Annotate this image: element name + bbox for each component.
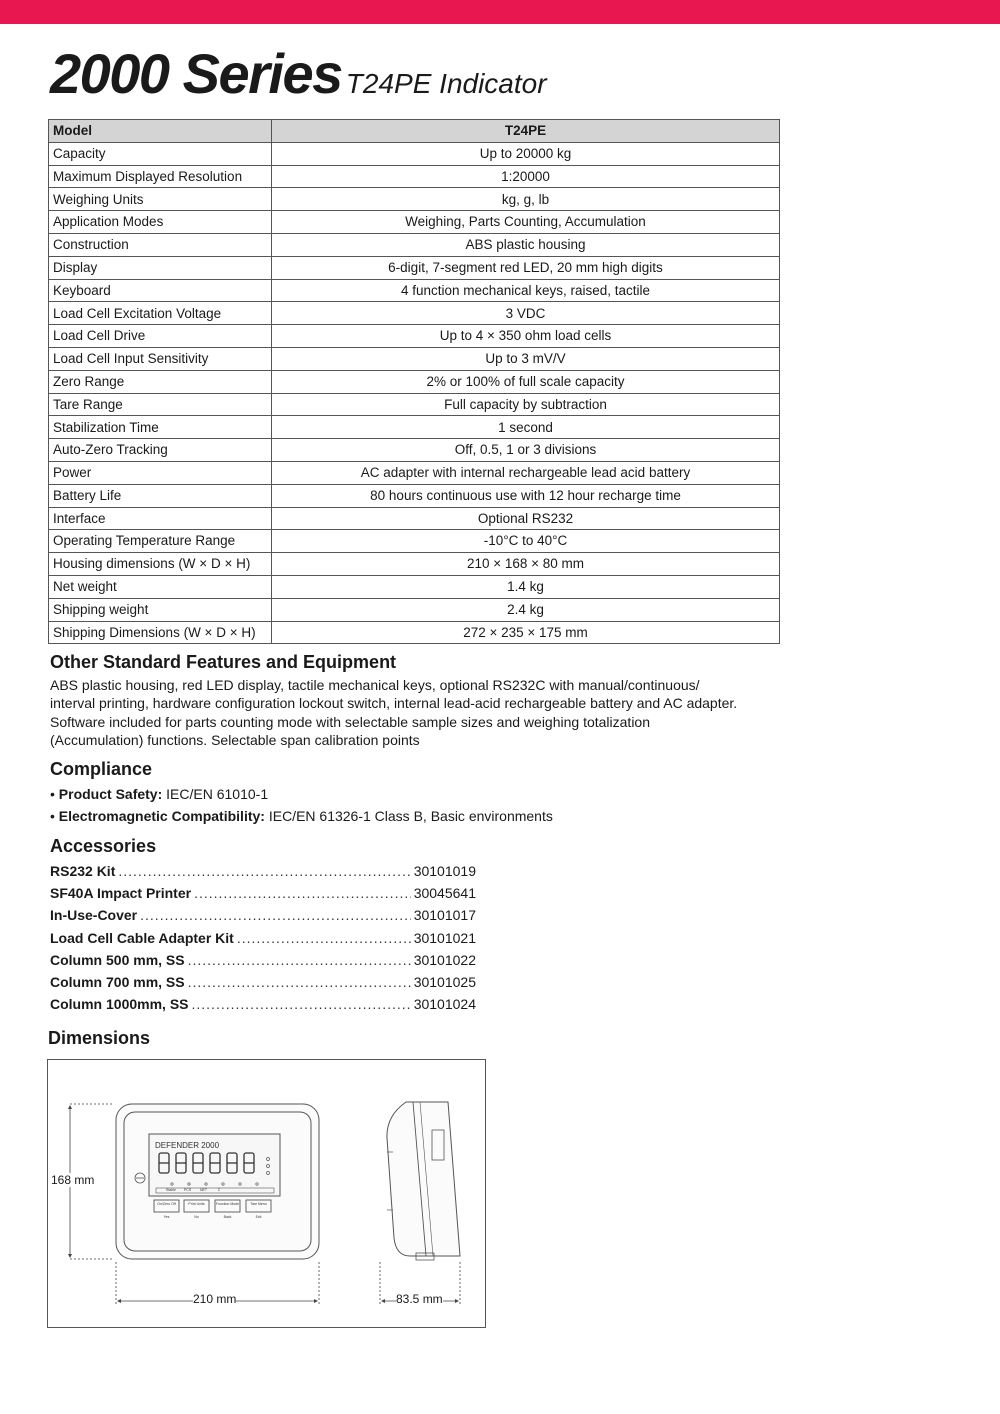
spec-label: Maximum Displayed Resolution <box>49 165 272 188</box>
accessory-row <box>50 907 476 923</box>
spec-row <box>49 233 780 256</box>
compliance-label: Product Safety: <box>58 786 163 802</box>
spec-value: 6-digit, 7-segment red LED, 20 mm high digits <box>272 256 780 279</box>
key-top-label: Tare Menu <box>250 1202 267 1206</box>
top-accent-bar <box>0 0 1000 24</box>
spec-label: Housing dimensions (W × D × H) <box>49 553 272 576</box>
compliance-item: • Electromagnetic Compatibility: IEC/EN 61326-1 Class B, Basic environments <box>50 808 553 824</box>
accessory-row <box>50 885 476 901</box>
spec-row <box>49 598 780 621</box>
spec-row <box>49 279 780 302</box>
status-label: Σ <box>218 1188 221 1192</box>
spec-row <box>49 188 780 211</box>
width-dimension-label: 210 mm <box>193 1292 237 1306</box>
accessory-row <box>50 996 476 1012</box>
spec-row <box>49 621 780 644</box>
spec-row <box>49 165 780 188</box>
accessory-part: 30101024 <box>413 996 476 1012</box>
spec-value: 1.4 kg <box>272 575 780 598</box>
spec-row <box>49 530 780 553</box>
compliance-value: IEC/EN 61326-1 Class B, Basic environments <box>268 808 553 824</box>
accessory-part: 30101017 <box>413 907 476 923</box>
spec-value: Optional RS232 <box>272 507 780 530</box>
spec-value: Up to 4 × 350 ohm load cells <box>272 325 780 348</box>
spec-row <box>49 461 780 484</box>
specs-table <box>48 119 780 644</box>
key-bottom-label: Back <box>223 1215 232 1219</box>
spec-value: Full capacity by subtraction <box>272 393 780 416</box>
spec-value: 3 VDC <box>272 302 780 325</box>
spec-label: Weighing Units <box>49 188 272 211</box>
spec-row <box>49 370 780 393</box>
spec-row <box>49 553 780 576</box>
compliance-label: Electromagnetic Compatibility: <box>58 808 265 824</box>
spec-label: Construction <box>49 233 272 256</box>
accessory-row <box>50 930 476 946</box>
accessory-name: SF40A Impact Printer <box>50 885 192 901</box>
key-bottom-label: No <box>194 1215 199 1219</box>
spec-value: 2% or 100% of full scale capacity <box>272 370 780 393</box>
key-bottom-label: Exit <box>255 1215 262 1219</box>
features-heading: Other Standard Features and Equipment <box>50 652 397 672</box>
compliance-value: IEC/EN 61010-1 <box>166 786 269 802</box>
spec-label: Battery Life <box>49 484 272 507</box>
front-view <box>116 1104 319 1259</box>
specs-header-row <box>49 120 780 143</box>
accessory-part: 30101019 <box>413 863 476 879</box>
spec-value: ABS plastic housing <box>272 233 780 256</box>
spec-row <box>49 507 780 530</box>
spec-value: 4 function mechanical keys, raised, tactile <box>272 279 780 302</box>
leader-dots <box>237 930 411 946</box>
dimensions-heading: Dimensions <box>48 1028 151 1048</box>
key-top-label: Function Mode <box>215 1202 240 1206</box>
key-bottom-label: Yes <box>163 1215 170 1219</box>
spec-row <box>49 416 780 439</box>
spec-row <box>49 142 780 165</box>
accessory-name: Column 500 mm, SS <box>50 952 185 968</box>
spec-label: Keyboard <box>49 279 272 302</box>
spec-row <box>49 256 780 279</box>
key-top-label: Print Units <box>188 1202 205 1206</box>
spec-label: Auto-Zero Tracking <box>49 439 272 462</box>
spec-value: 80 hours continuous use with 12 hour recharge time <box>272 484 780 507</box>
spec-label: Shipping weight <box>49 598 272 621</box>
status-label: NET <box>200 1188 207 1192</box>
title-series: 2000 Series <box>50 42 342 105</box>
leader-dots <box>140 907 411 923</box>
spec-value: 272 × 235 × 175 mm <box>272 621 780 644</box>
features-text: ABS plastic housing, red LED display, tactile mechanical keys, optional RS232C with manual/continuous/ interval printing, hardware configuration lockout switch, internal lead-acid rechargeable battery and AC adapter. Software included for parts counting mode with selectable sample sizes and weighing totalization (Accumulation) functions. Selectable span calibration points <box>50 677 738 748</box>
compliance-item: • Product Safety: IEC/EN 61010-1 <box>50 786 269 802</box>
leader-dots <box>194 885 411 901</box>
accessory-name: Column 700 mm, SS <box>50 974 185 990</box>
leader-dots <box>118 863 410 879</box>
spec-row <box>49 575 780 598</box>
spec-row <box>49 347 780 370</box>
spec-row <box>49 211 780 234</box>
spec-row <box>49 439 780 462</box>
depth-dimension-label: 83.5 mm <box>396 1292 443 1306</box>
leader-dots <box>192 996 411 1012</box>
spec-label: Load Cell Drive <box>49 325 272 348</box>
accessory-name: Load Cell Cable Adapter Kit <box>50 930 234 946</box>
spec-label: Zero Range <box>49 370 272 393</box>
spec-row <box>49 484 780 507</box>
page-title <box>50 42 547 105</box>
title-model: T24PE Indicator <box>345 68 547 99</box>
spec-value: 2.4 kg <box>272 598 780 621</box>
accessory-part: 30045641 <box>413 885 476 901</box>
dimensions-drawing <box>47 1059 486 1328</box>
spec-value: kg, g, lb <box>272 188 780 211</box>
accessories-heading: Accessories <box>50 836 157 856</box>
spec-label: Application Modes <box>49 211 272 234</box>
spec-label: Shipping Dimensions (W × D × H) <box>49 621 272 644</box>
spec-value: 1:20000 <box>272 165 780 188</box>
spec-label: Capacity <box>49 142 272 165</box>
accessory-part: 30101025 <box>413 974 476 990</box>
accessory-row <box>50 952 476 968</box>
spec-value: 1 second <box>272 416 780 439</box>
spec-label: Tare Range <box>49 393 272 416</box>
key-top-label: On/Zero Off <box>157 1202 176 1206</box>
dimensions-svg <box>48 1060 485 1327</box>
spec-value: Off, 0.5, 1 or 3 divisions <box>272 439 780 462</box>
accessory-name: Column 1000mm, SS <box>50 996 189 1012</box>
spec-row <box>49 325 780 348</box>
spec-value: 210 × 168 × 80 mm <box>272 553 780 576</box>
accessory-name: In-Use-Cover <box>50 907 138 923</box>
spec-label: Net weight <box>49 575 272 598</box>
spec-label: Power <box>49 461 272 484</box>
spec-value: Up to 20000 kg <box>272 142 780 165</box>
leader-dots <box>188 974 411 990</box>
spec-label: Load Cell Excitation Voltage <box>49 302 272 325</box>
height-dimension-label: 168 mm <box>51 1173 95 1187</box>
accessory-row <box>50 863 476 879</box>
spec-label: Interface <box>49 507 272 530</box>
spec-row <box>49 393 780 416</box>
status-label: PCS <box>184 1188 192 1192</box>
spec-label: Operating Temperature Range <box>49 530 272 553</box>
spec-label: Load Cell Input Sensitivity <box>49 347 272 370</box>
spec-value: Weighing, Parts Counting, Accumulation <box>272 211 780 234</box>
accessory-part: 30101022 <box>413 952 476 968</box>
spec-row <box>49 302 780 325</box>
device-brand: DEFENDER 2000 <box>155 1141 220 1150</box>
spec-value: -10°C to 40°C <box>272 530 780 553</box>
leader-dots <box>188 952 411 968</box>
specs-header-label: Model <box>49 120 272 143</box>
spec-value: Up to 3 mV/V <box>272 347 780 370</box>
side-view <box>387 1102 460 1260</box>
accessory-part: 30101021 <box>413 930 476 946</box>
compliance-heading: Compliance <box>50 759 153 779</box>
spec-label: Display <box>49 256 272 279</box>
spec-value: AC adapter with internal rechargeable lead acid battery <box>272 461 780 484</box>
accessory-row <box>50 974 476 990</box>
specs-header-value: T24PE <box>272 120 780 143</box>
spec-label: Stabilization Time <box>49 416 272 439</box>
status-label: Stable <box>166 1188 176 1192</box>
accessory-name: RS232 Kit <box>50 863 116 879</box>
